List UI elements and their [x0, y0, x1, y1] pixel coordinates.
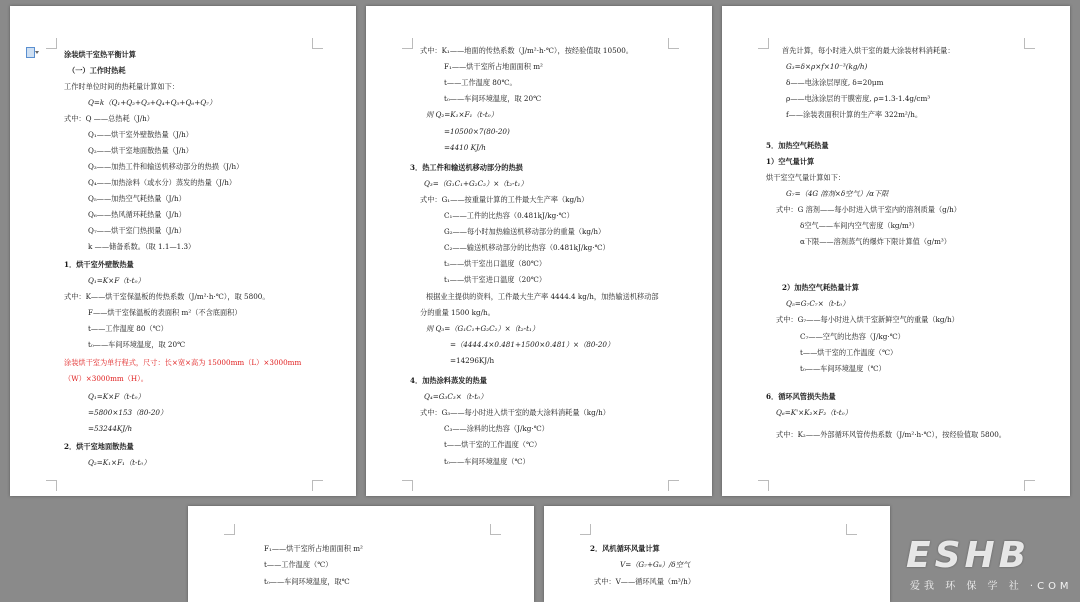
- text-line: 5．加热空气耗热量: [766, 140, 829, 150]
- page-3-content: [722, 6, 1070, 496]
- document-page-1: [10, 6, 356, 496]
- text-line: 涂装烘干室热平衡计算: [64, 50, 136, 59]
- text-line: ρ——电泳涂层的干膜密度, ρ=1.3-1.4g/cm³: [786, 94, 931, 104]
- document-page-3: [722, 6, 1070, 496]
- text-line: =14296KJ/h: [450, 355, 495, 365]
- text-line: V=（G₇+G₈）/δ空气: [620, 560, 690, 570]
- text-line: =10500×7(80-20): [444, 126, 510, 136]
- text-line: t₀——车间环境温度，取℃: [264, 576, 350, 586]
- text-line: δ——电泳涂层厚度, δ=20μm: [786, 78, 884, 88]
- text-line: Q=k（Q₁+Q₂+Q₃+Q₄+Q₅+Q₆+Q₇）: [88, 98, 217, 107]
- text-line: 式中：G₇——每小时进入烘干室新鲜空气的重量（kg/h）: [776, 315, 959, 325]
- text-line: 则 Q₃=（G₁C₁+G₂C₂）×（t₂-t₁）: [426, 323, 540, 333]
- text-line: F₁——烘干室所占地面面积 m²: [444, 62, 543, 72]
- text-line: Q₃——加热工件和输送机移动部分的热损（J/h）: [88, 162, 244, 171]
- text-line: t₀——车间环境温度（℃）: [444, 456, 530, 466]
- text-line: =5800×153（80-20）: [88, 408, 168, 417]
- text-line: Q₆=K'×K₂×F₂（t-t₀）: [776, 407, 852, 417]
- text-line: 式中：G₃——每小时进入烘干室的最大涂料消耗量（kg/h）: [420, 408, 610, 418]
- page-2-content: [366, 6, 712, 496]
- text-line: 则 Q₂=K₁×F₁（t-t₀）: [426, 110, 498, 120]
- text-line: G₃=δ×ρ×f×10⁻³(kg/h): [786, 62, 868, 72]
- text-line: 式中：K₂——外部循环风管传热系数（J/m²·h·℃），按经验值取 5800。: [776, 430, 1006, 439]
- text-line: δ空气——车间内空气密度（kg/m³）: [800, 221, 919, 230]
- text-line: 根据业主提供的资料，工件最大生产率 4444.4 kg/h，加热输送机移动部: [426, 291, 659, 301]
- text-line: G₇=（4G 溶剂×δ空气）/α下限: [786, 188, 889, 198]
- text-line: t₁——烘干室进口温度（20℃）: [444, 275, 547, 285]
- text-line: 4．加热涂料蒸发的热量: [410, 376, 487, 385]
- text-line: t₀——车间环境温度，取 20℃: [88, 340, 186, 349]
- text-line: C₂——输送机移动部分的比热容（0.481kJ/kg·℃）: [444, 243, 610, 253]
- text-line: 烘干室空气量计算如下：: [766, 172, 846, 182]
- text-line: t₂——烘干室出口温度（80℃）: [444, 259, 547, 269]
- text-line: Q₆——热风循环耗热量（J/h）: [88, 210, 186, 219]
- text-line: Q₄=G₃C₃×（t-t₀）: [424, 392, 488, 402]
- page-5-content: [544, 506, 890, 602]
- watermark-brand: ESHB: [906, 535, 1031, 576]
- text-line: t——工作温度（℃）: [264, 560, 333, 570]
- text-line: Q₂——烘干室地面散热量（J/h）: [88, 146, 193, 155]
- text-line: 2．风机循环风量计算: [590, 544, 660, 553]
- document-page-2: [366, 6, 712, 496]
- text-line: 式中：V——循环风量（m³/h）: [594, 576, 696, 586]
- text-line: （W）×3000mm（H）。: [64, 374, 148, 383]
- text-line: 式中：K——烘干室保温板的传热系数（J/m²·h·℃），取 5800。: [64, 292, 270, 301]
- text-line: Q₄——加热涂料（或水分）蒸发的热量（J/h）: [88, 178, 237, 187]
- text-line: t——烘干室的工作温度（℃）: [800, 347, 898, 357]
- text-line: C₁——工件的比热容（0.481kJ/kg·℃）: [444, 211, 574, 220]
- text-line: 分的重量 1500 kg/h。: [420, 307, 495, 317]
- text-line: 2．烘干室地面散热量: [64, 442, 134, 451]
- text-line: 涂装烘干室为单行程式，尺寸：长×宽×高为 15000mm（L）×3000mm: [64, 358, 302, 367]
- text-line: F₁——烘干室所占地面面积 m²: [264, 544, 363, 553]
- text-line: t——烘干室的工作温度（℃）: [444, 440, 542, 450]
- site-watermark: [900, 537, 1076, 593]
- text-line: Q₅=G₇C₇×（t-t₀）: [786, 299, 850, 309]
- text-line: 6．循环风管损失热量: [766, 391, 836, 401]
- text-line: 2）加热空气耗热量计算: [782, 283, 859, 293]
- text-line: Q₁——烘干室外壁散热量（J/h）: [88, 130, 193, 139]
- watermark-tagline: [910, 577, 1073, 592]
- text-line: C₇——空气的比热容（J/kg·℃）: [800, 331, 905, 341]
- text-line: =4410 KJ/h: [444, 142, 486, 152]
- text-line: 1．烘干室外壁散热量: [64, 260, 134, 269]
- watermark-badge: 爱我: [910, 581, 938, 592]
- text-line: 工作时单位时间的热耗量计算如下：: [64, 82, 180, 91]
- text-line: t₀——车间环境温度，取 20℃: [444, 94, 542, 104]
- text-line: Q₁=K×F（t-t₀）: [88, 276, 145, 285]
- text-line: 式中：G 溶剂——每小时进入烘干室内的溶剂质量（g/h）: [776, 204, 961, 214]
- page-4-content: [188, 506, 534, 602]
- text-line: t₀——车间环境温度（℃）: [800, 363, 886, 373]
- text-line: k ——储备系数。（取 1.1—1.3）: [88, 242, 196, 251]
- text-line: 3．热工件和输送机移动部分的热损: [410, 162, 523, 172]
- text-line: 首先计算，每小时进入烘干室的最大涂装材料消耗量：: [782, 46, 955, 55]
- watermark-tagline-text: 环 保 学 社 ·COM: [945, 581, 1073, 592]
- text-line: 1）空气量计算: [766, 156, 815, 166]
- text-line: Q₇——烘干室门热损量（J/h）: [88, 226, 186, 235]
- text-line: Q₂=K₁×F₁（t-t₀）: [88, 458, 151, 467]
- text-line: Q₁=K×F（t-t₀）: [88, 392, 145, 401]
- text-line: Q₅——加热空气耗热量（J/h）: [88, 194, 186, 203]
- text-line: Q₃=（G₁C₁+G₂C₂）×（t₂-t₁）: [424, 178, 528, 188]
- text-line: C₃——涂料的比热容（J/kg·℃）: [444, 424, 549, 434]
- text-line: 式中：K₁——地面的传热系数（J/m²·h·℃），按经验值取 10500。: [420, 46, 633, 55]
- text-line: α下限——溶剂蒸气的爆炸下限计算值（g/m³）: [800, 237, 951, 247]
- text-line: F——烘干室保温板的表面积 m²（不含底面积）: [88, 308, 242, 317]
- text-line: （一）工作时热耗: [68, 66, 126, 75]
- text-line: G₂——每小时加热输送机移动部分的重量（kg/h）: [444, 227, 606, 237]
- page-1-content: [10, 6, 356, 496]
- document-page-4: [188, 506, 534, 602]
- text-line: =53244KJ/h: [88, 424, 133, 433]
- text-line: 式中：G₁——按重量计算的工件最大生产率（kg/h）: [420, 194, 589, 204]
- text-line: t——工作温度 80℃。: [444, 78, 517, 88]
- document-page-5: [544, 506, 890, 602]
- text-line: =（4444.4×0.481+1500×0.481）×（80-20）: [450, 339, 615, 349]
- text-line: t——工作温度 80（℃）: [88, 324, 168, 333]
- text-line: 式中：Q ——总热耗（J/h）: [64, 114, 154, 123]
- text-line: f——涂装表面积计算的生产率 322m²/h。: [786, 110, 923, 120]
